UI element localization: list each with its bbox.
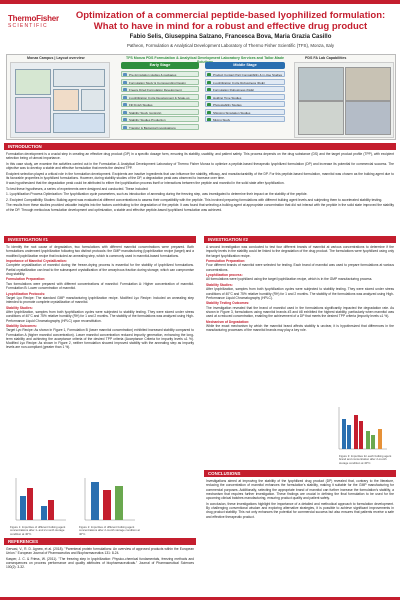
- step-icon: [123, 96, 127, 100]
- figure-1-caption: Figure 1: Impurities of different bulking agent concentrations after 1- and 2-month storage condition at 40°C.: [10, 525, 66, 536]
- figure-2-bar: [103, 490, 111, 520]
- figure-3-caption: Figure 3: Impurities for each bulking agent brand and concentration after 2-month storage condition at 40°C.: [339, 454, 392, 465]
- campus-layout-map: [10, 62, 110, 138]
- figure-2-bar-chart: [79, 476, 137, 524]
- step-icon: [207, 111, 211, 115]
- campus-building: [53, 113, 105, 133]
- campus-building: [53, 89, 79, 111]
- figure-2-bar: [91, 482, 99, 520]
- introduction-body: [6, 152, 394, 230]
- step-icon: [207, 81, 211, 85]
- investigation1-heading: INVESTIGATION #1: [4, 236, 196, 243]
- conclusions-heading: CONCLUSIONS: [204, 470, 396, 477]
- figure-3-bar: [354, 415, 358, 449]
- lab-capabilities-photos: [294, 62, 394, 138]
- figure-3-bar-chart: [335, 405, 389, 453]
- inv1-subheading: Importance of Mannitol Crystallization:: [6, 259, 67, 264]
- step-icon: [207, 96, 211, 100]
- middle-step: Product Contact Part Compatibility & in-Use Studies: [205, 71, 285, 77]
- inv1-intro: To identify the root cause of degradation, two formulations with different mannitol concentrations were prepared. Both formulations underwent lyophilization following two distinct protocols: the GMP manufacturing (lyophilization recipe (target) and a modified lyophilization recipe that included an annealing step, which is commonly used in mannitol-based formulations.: [6, 245, 194, 258]
- inv2-subheading: Formulation Preparation:: [206, 259, 246, 264]
- step-icon: [123, 73, 127, 77]
- inv2-text: After lyophilization, samples from both lyophilization cycles were subjected to stability testing. They were stored under stress conditions of 40°C and 75% relative humidity (RH) for 1 and 2 months. The stability of the formulations was analyzed using High-Performance Liquid Chromatography (HPLC).: [206, 287, 394, 300]
- middle-step: Mixing Study: [205, 116, 285, 122]
- inv2-text: Four different brands of mannitol were selected for testing. Each brand of mannitol was used to prepare formulations at various concentrations.: [206, 263, 394, 272]
- references-heading: REFERENCES: [4, 538, 196, 545]
- figure-3-svg: [335, 405, 389, 453]
- investigation1-body: [6, 245, 194, 471]
- lab-photo: [345, 101, 391, 135]
- logo-wordmark: ThermoFisher: [8, 14, 59, 23]
- step-icon: [207, 103, 211, 107]
- lab-photo: [345, 67, 391, 101]
- investigation2-body: [206, 245, 394, 397]
- intro-paragraph: It was hypothesized that the degradation peak could be attributed to either the lyophilization process itself or interactions between the peptide and mannitol in the solid state after lyophilization.: [6, 181, 285, 186]
- figure-3-bar: [347, 425, 351, 449]
- poster-authors: Fabio Selis, Giuseppina Salzano, Francesca Bova, Maria Grazia Casillo: [129, 34, 332, 40]
- figure-2-svg: [79, 476, 137, 524]
- intro-paragraph: In this case study, we examine the activities carried out in the Formulation & Analytical Development Laboratory of Thermo Fisher Monza to optimize a peptide-based therapeutic lyophilized formulation (DP) and increase its potential for commercial success. The objective was to develop a stable and effective formulation that meets the desired TPP.: [6, 161, 394, 171]
- lab-capabilities-caption: PDS FA Lab Capabilities: [305, 56, 347, 60]
- early-step: Fill Finish Studies: [121, 101, 199, 107]
- service-stages: [113, 62, 289, 136]
- figure-2-caption: Figure 2: Impurities of different bulking agent concentrations after 2-month storage condition at 40°C.: [79, 525, 140, 536]
- poster-affiliation: Patheon, Formulation & Analytical Development Laboratory of Thermo Fisher Scientific (TFS), Monza, Italy: [126, 43, 335, 48]
- figure-1-bar: [41, 506, 47, 520]
- conclusions-body: [206, 479, 394, 591]
- step-icon: [207, 118, 211, 122]
- early-step: Transfer & Biological Investigations: [121, 124, 199, 130]
- figure-3-bar: [359, 421, 363, 449]
- figure-2-bar: [115, 486, 123, 520]
- middle-step: Shipping Simulation Studies: [205, 109, 285, 115]
- reference-item: Kasper, J. C. & Friess, W. (2011). "The freezing step in lyophilization: Physico-chemical fundamentals, freezing methods and consequences on process performance and quality attributes of biopharmaceuticals." Journal of Pharmaceutical Sciences 100(2): 3-32.: [6, 556, 194, 570]
- inv2-text: All formulations were lyophilized using the target lyophilization recipe, which is in the GMP manufacturing process.: [206, 277, 373, 282]
- step-icon: [123, 103, 127, 107]
- lab-photo: [298, 67, 344, 101]
- services-caption: TFS Monza PDS Formulation & Analytical Development Laboratory Services and Tailor-Made: [126, 56, 284, 60]
- early-step: Stability Study (controls): [121, 109, 199, 115]
- step-icon: [123, 118, 127, 122]
- references-body: [6, 547, 194, 593]
- intro-paragraph: To test these hypotheses, a series of experiments were designed and conducted. These included:: [6, 186, 149, 191]
- early-stage-header: Early Stage: [121, 62, 199, 69]
- conclusion-paragraph: In conclusion, these investigations highlight the importance of a detailed and methodical approach to formulation development. By challenging conventional wisdom and exploring alternative strategies, it is possible to achieve significant improvements in drug product stability. This not only enhances the potential for commercial success but also ensures that patients receive a safe and effective therapeutic product.: [206, 501, 394, 519]
- reference-item: Gervasi, V., R. D. Agnew, et al. (2018). "Parenteral protein formulations: An overview of approved products within the European Union." European Journal of Pharmaceutics and Biopharmaceutics 131: 8-24.: [6, 547, 194, 556]
- inv1-subheading: Stability Outcomes:: [6, 323, 37, 328]
- figure-1-bar: [48, 500, 54, 520]
- inv1-subheading: Stability Studies:: [6, 305, 33, 310]
- conclusion-paragraph: Investigations aimed at improving the stability of the lyophilized drug product (DP) revealed that, contrary to the literature, reducing the concentration of mannitol enhances the formulation's stability, making it suitable for the GMP manufacturing for commercial purposes. Additionally, selecting the appropriate brand of mannitol can further increase the formulation's stability, a mechanism that requires further investigation. These findings are crucial in defining the final formulation to be used for the upcoming clinical batches manufacturing, ensuring product quality and patient safety.: [206, 479, 394, 501]
- step-icon: [123, 111, 127, 115]
- logo-subtitle: SCIENTIFIC: [8, 23, 48, 29]
- figure-3-bar: [378, 429, 382, 449]
- step-icon: [123, 81, 127, 85]
- middle-step: Formulation Robustness (DoE): [205, 86, 285, 92]
- figure-1-bar: [27, 488, 33, 520]
- thermo-fisher-logo: [8, 14, 64, 29]
- introduction-heading: INTRODUCTION: [4, 143, 396, 150]
- inv1-text: Target Lyo Recipe: The standard GMP manufacturing lyophilization recipe. Modified Lyo Recipe: Included an annealing step intended to promote complete crystallization of mannitol.: [6, 295, 194, 305]
- figure-1-bar-chart: [10, 476, 68, 524]
- step-icon: [207, 73, 211, 77]
- figure-3-bar: [371, 435, 375, 449]
- services-overview-figure: [6, 54, 396, 140]
- inv1-subheading: Lyophilization Protocols:: [6, 291, 46, 296]
- early-step: Formulation Study & Compounding Design: [121, 79, 199, 85]
- middle-stage-header: Middle Stage: [205, 62, 285, 69]
- inv1-text: After lyophilization, samples from both lyophilization cycles were subjected to stability testing. They were stored under stress conditions of 40°C and 75% relative humidity (RH) for 1 and 2 months. The stability of the formulations was analyzed using High-Performance Liquid Chromatography (HPLC) upon reconstitution.: [6, 309, 194, 323]
- early-step: Pre-formulation studies & packages: [121, 71, 199, 77]
- lab-photo: [298, 101, 344, 135]
- inv2-subheading: Mechanism of Degradation:: [206, 319, 250, 324]
- inv1-text: Target Lyo Recipe: As shown in Figure 1, Formulation B (lower mannitol concentration) exhibited increased stability compared to Formulation A (higher mannitol concentration). Lower mannitol concentration reduced impurity generation, enhancing the long-term stability and achieving the acceptance criteria of the desired TPP criteria (Acceptance Criteria for impurity levels ≤1 %). Modified Lyo Recipe: As shown in Figure 2, neither formulation showed improved stability with the annealing step as impurity levels are non-compliant (greater than 1 %).: [6, 328, 194, 350]
- campus-building: [15, 69, 51, 95]
- middle-step: Lyophilization Cycle Robustness (DoE): [205, 79, 285, 85]
- figure-3-bar: [342, 419, 346, 449]
- inv2-text: The investigation revealed that the brand of mannitol used in the formulations significantly impacted the degradation rate. As shown in Figure 3, formulations using mannitol brands #3 and #8 exhibited the highest stability, particularly when mannitol was used at a reduced concentration, enabling the achievement of a DP that meets the desired TPP criteria (impurity levels ≤1 %).: [206, 305, 394, 319]
- campus-layout-caption: Monza Campus | Layout overview: [27, 56, 85, 60]
- inv2-subheading: Lyophilization process:: [206, 273, 243, 278]
- figure-1-bar: [20, 496, 26, 520]
- inv1-subheading: Formulation Preparation:: [6, 277, 46, 282]
- inv2-intro: A second investigation was conducted to test four different brands of mannitol at various concentrations to determine if the impurity levels in the stability could be linked to the degradation of the drug product. The formulations were lyophilized using only the target lyophilization recipe.: [206, 245, 394, 258]
- figure-1-svg: [10, 476, 68, 524]
- inv2-subheading: Stability Testing Outcomes:: [206, 301, 250, 306]
- poster-header: [0, 4, 400, 52]
- poster-title: Optimization of a commercial peptide-based lyophilized formulation: What to have in mind for a robust and effective drug product: [75, 10, 386, 32]
- campus-building: [81, 89, 105, 111]
- middle-step: Photostability Studies: [205, 101, 285, 107]
- step-icon: [123, 88, 127, 92]
- early-step: Stability Studies Production: [121, 116, 199, 122]
- early-step: Lyophilization Cycle Development & Scale-up: [121, 94, 199, 100]
- inv1-text: Two formulations were prepared with different concentrations of mannitol: Formulation A: Higher concentration of mannitol. Formulation B: Lower concentration of mannitol.: [6, 281, 194, 291]
- early-step: Freeze Dried Formulation Development: [121, 86, 199, 92]
- campus-building: [15, 97, 51, 133]
- intro-paragraph: Formulation development is a crucial step in creating an effective drug product (DP) in a specific dosage form, ensuring its stability, usability, and patient safety. This process depends on the drug substance (DS) and the target product profile (TPP), with excipient selection being of utmost importance.: [6, 152, 394, 161]
- inv2-subheading: Stability Studies:: [206, 282, 233, 287]
- step-icon: [123, 126, 127, 130]
- figure-3-bar: [366, 431, 370, 449]
- middle-step: Holding Time Studies: [205, 94, 285, 100]
- intro-paragraph: 1. Lyophilization Process Optimization: The lyophilization cycle parameters, such as introduction of annealing during the freezing step, was investigated to determine their impact on the stability of the peptide.: [6, 192, 308, 197]
- campus-building: [53, 69, 105, 87]
- investigation2-heading: INVESTIGATION #2: [204, 236, 396, 243]
- intro-paragraph: 2. Excipient Compatibility Studies: Bulking agent was evaluated at different concentrations to assess their compatibility with the peptide. This involved preparing formulations with different bulking agent levels and subjecting them to accelerated stability testing.: [6, 197, 383, 202]
- step-icon: [207, 88, 211, 92]
- inv1-text: Complete crystallization of mannitol during the freeze-drying process is essential for the stability of lyophilized formulations. Partial crystallization can lead to the subsequent crystallization of the amorphous fraction during storage, which can compromise drug stability.: [6, 263, 194, 276]
- intro-paragraph: The results from these studies provided valuable insights into the factors contributing to the degradation of the peptide. It was found that selecting a bulking agent at appropriate concentration that did not interact with the peptide in the solid state improved the stability of the DP. Through meticulous formulation development and optimization, a stable and effective peptide-based lyophilized formulation was achieved.: [6, 203, 394, 212]
- inv2-text: While the exact mechanism by which the mannitol brand affects stability is unclear, it is hypothesized that differences in the manufacturing processes of the mannitol brands may play a key role.: [206, 323, 394, 333]
- intro-paragraph: Excipient selection played a critical role in the formulation development. Excipients are inactive ingredients that can influence the stability, efficacy, and manufacturability of the DP. For this peptide-based formulation, mannitol was chosen as the bulking agent due to its favorable properties in lyophilized formulations. However, during stability studies of the DP, a degradation peak was observed to increase over time.: [6, 171, 394, 180]
